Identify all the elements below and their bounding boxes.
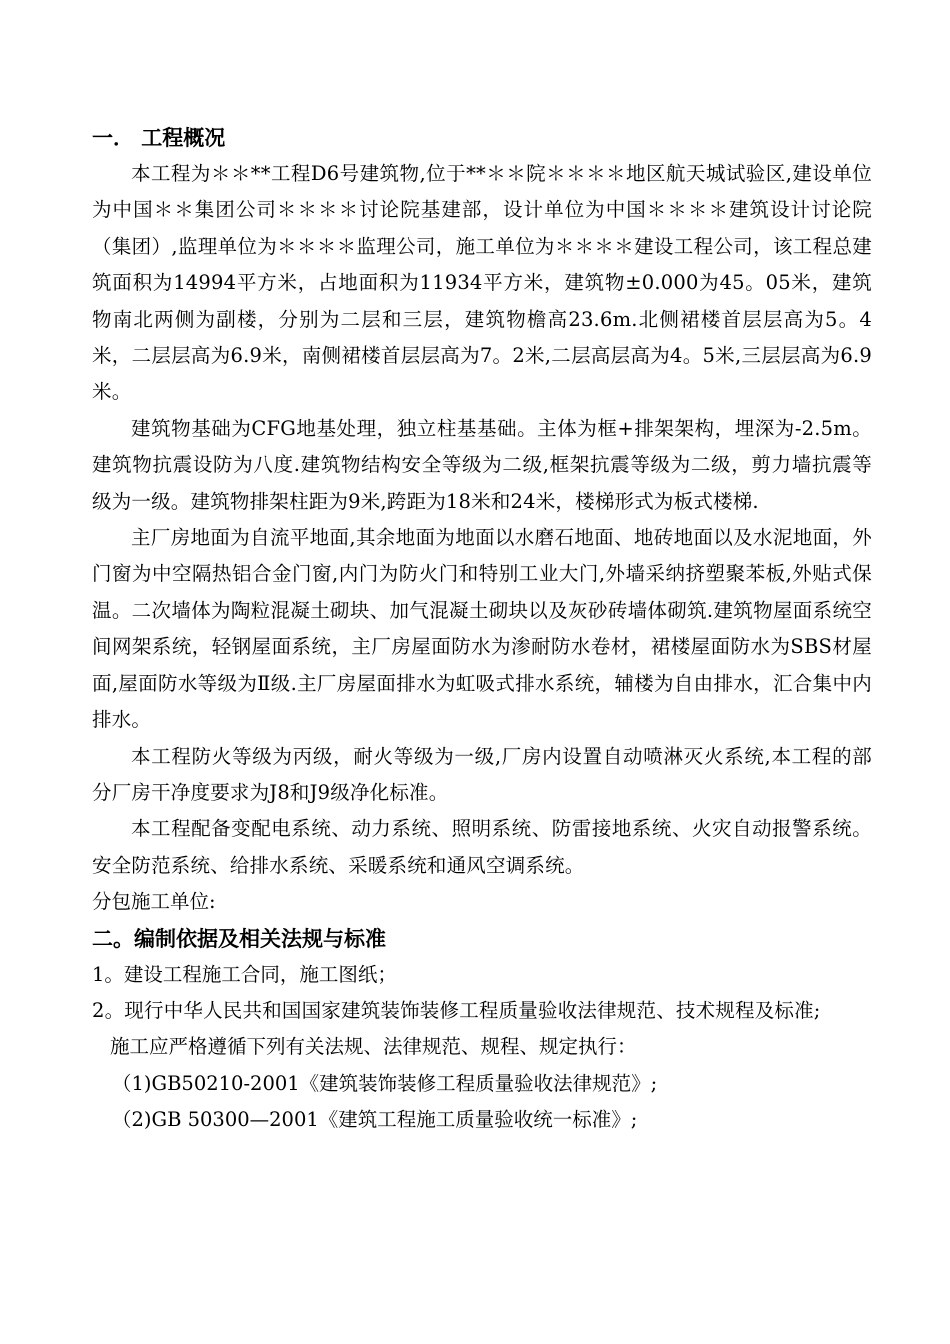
overview-paragraph-5: 本工程配备变配电系统、动力系统、照明系统、防雷接地系统、火灾自动报警系统。安全防范系统、给排水系统、采暖系统和通风空调系统。 [92, 817, 872, 877]
section-1-heading: 一． 工程概况 [92, 126, 226, 150]
basis-item-2: 2。现行中华人民共和国国家建筑装饰装修工程质量验收法律规范、技术规程及标准; [92, 998, 821, 1022]
overview-paragraph-2: 建筑物基础为CFG地基处理，独立柱基基础。主体为框+排架架构，埋深为-2.5m。建筑物抗震设防为八度.建筑物结构安全等级为二级,框架抗震等级为二级，剪力墙抗震等级为一级。建筑物排架柱距为9米,跨距为18米和24米，楼梯形式为板式楼梯. [92, 416, 872, 513]
section-2-heading: 二。编制依据及相关法规与标准 [92, 926, 386, 951]
document-body [92, 120, 872, 1139]
standard-item: （1)GB50210-2001《建筑装饰装修工程质量验收法律规范》; [112, 1071, 658, 1095]
overview-paragraph-3: 主厂房地面为自流平地面,其余地面为地面以水磨石地面、地砖地面以及水泥地面，外门窗为中空隔热铝合金门窗,内门为防火门和特别工业大门,外墙采纳挤塑聚苯板,外贴式保温。二次墙体为陶粒混凝土砌块、加气混凝土砌块以及灰砂砖墙体砌筑.建筑物屋面系统空间网架系统，轻钢屋面系统，主厂房屋面防水为渗耐防水卷材，裙楼屋面防水为SBS材屋面,屋面防水等级为Ⅱ级.主厂房屋面排水为虹吸式排水系统，辅楼为自由排水，汇合集中内排水。 [92, 526, 872, 732]
subcontract-label: 分包施工单位: [92, 890, 216, 914]
overview-paragraph-4: 本工程防火等级为丙级，耐火等级为一级,厂房内设置自动喷淋灭火系统,本工程的部分厂房干净度要求为J8和J9级净化标准。 [92, 744, 872, 804]
standards-intro: 施工应严格遵循下列有关法规、法律规范、规程、规定执行： [110, 1035, 637, 1059]
standard-item: （2)GB 50300—2001《建筑工程施工质量验收统一标准》; [112, 1108, 638, 1132]
overview-paragraph-1: 本工程为＊＊**工程D6号建筑物,位于**＊＊院＊＊＊＊地区航天城试验区,建设单位为中国＊＊集团公司＊＊＊＊讨论院基建部，设计单位为中国＊＊＊＊建筑设计讨论院（集团）,监理单位为＊＊＊＊监理公司，施工单位为＊＊＊＊建设工程公司，该工程总建筑面积为14994平方米，占地面积为11934平方米，建筑物±0.000为45。05米，建筑物南北两侧为副楼，分别为二层和三层，建筑物檐高23.6m.北侧裙楼首层层高为5。4米，二层层高为6.9米，南侧裙楼首层层高为7。2米,二层高层高为4。5米,三层层高为6.9米。 [92, 162, 872, 404]
basis-item-1: 1。建设工程施工合同，施工图纸； [92, 962, 397, 986]
